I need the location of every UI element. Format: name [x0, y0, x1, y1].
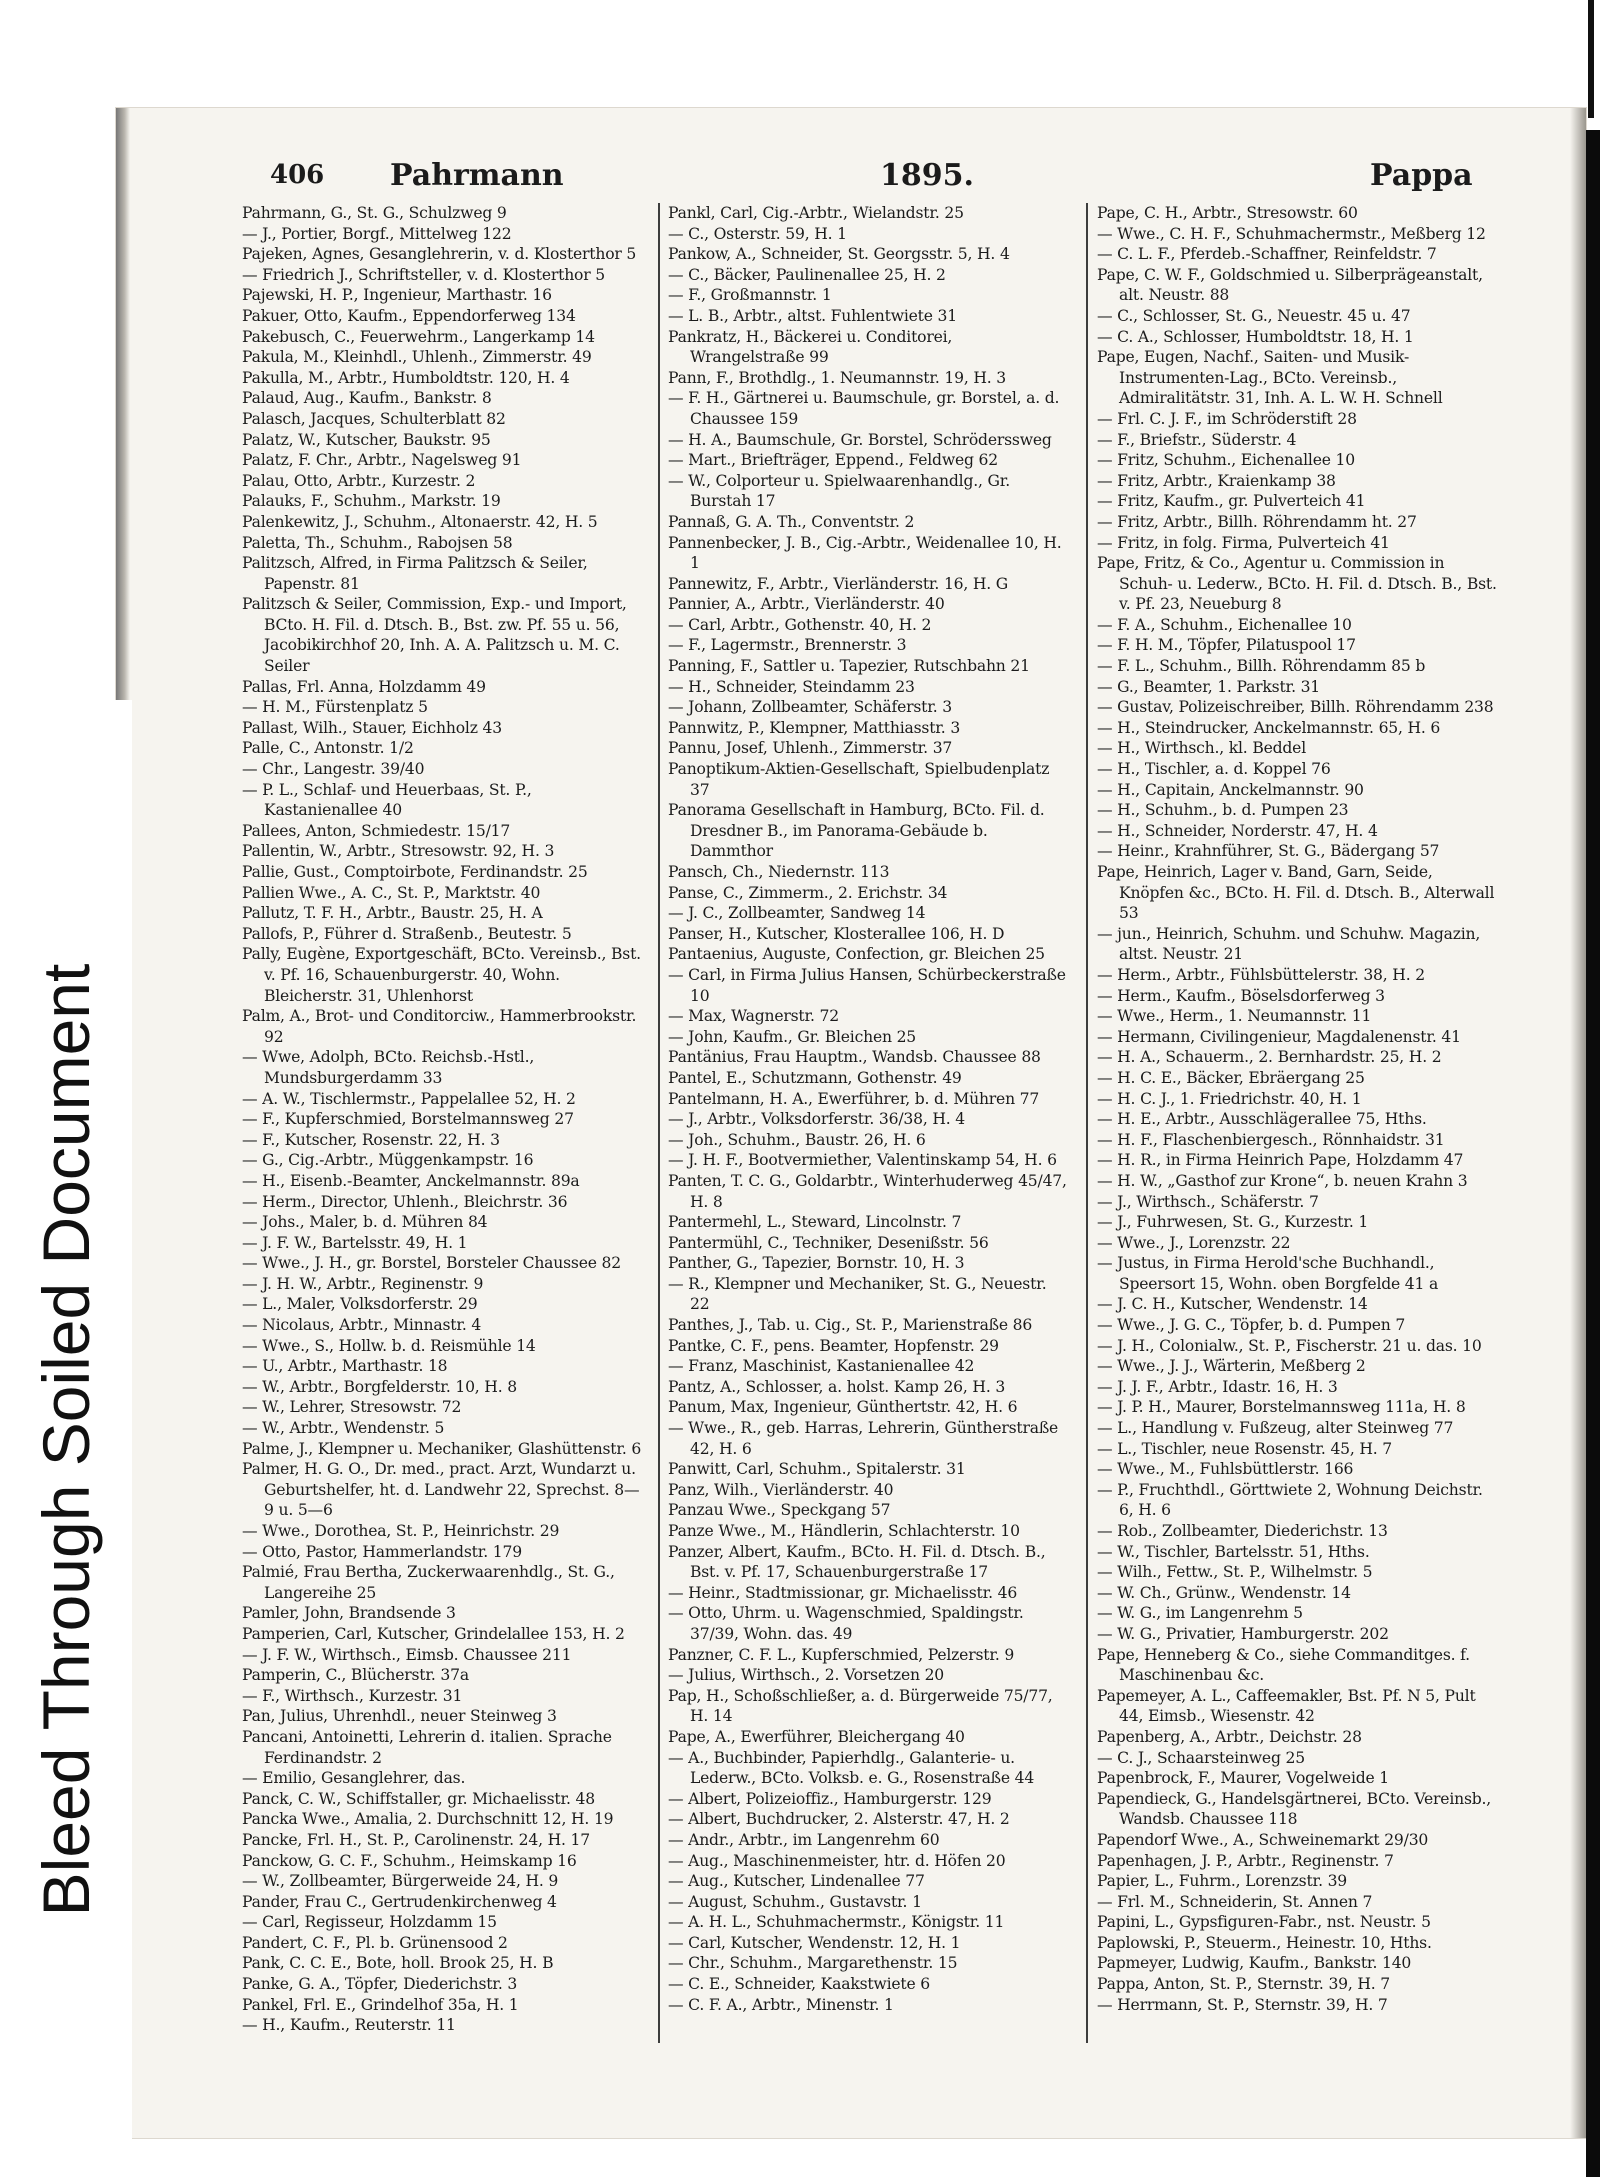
- directory-entry: Pantke, C. F., pens. Beamter, Hopfenstr. 29: [668, 1336, 999, 1355]
- directory-entry: — C., Osterstr. 59, H. 1: [668, 224, 847, 243]
- directory-entry: — H. A., Schauerm., 2. Bernhardstr. 25, H. 2: [1097, 1048, 1442, 1067]
- directory-entry: Pamperin, C., Blücherstr. 37a: [242, 1666, 469, 1685]
- directory-column-2: [668, 203, 1068, 2053]
- directory-entry: — Hermann, Civilingenieur, Magdalenenstr. 41: [1097, 1027, 1461, 1046]
- directory-entry: — H., Schneider, Norderstr. 47, H. 4: [1097, 821, 1378, 840]
- directory-entry: — Franz, Maschinist, Kastanienallee 42: [668, 1357, 975, 1376]
- directory-entry: — R., Klempner und Mechaniker, St. G., Neuestr. 22: [668, 1274, 1047, 1314]
- directory-entry: — Carl, Kutscher, Wendenstr. 12, H. 1: [668, 1933, 961, 1952]
- directory-entry: — Julius, Wirthsch., 2. Vorsetzen 20: [668, 1666, 945, 1685]
- directory-entry: — C. L. F., Pferdeb.-Schaffner, Reinfeldstr. 7: [1097, 245, 1437, 264]
- directory-entry: Pakuer, Otto, Kaufm., Eppendorferweg 134: [242, 306, 576, 325]
- directory-entry: — H., Capitain, Anckelmannstr. 90: [1097, 780, 1364, 799]
- directory-entry: — J. H., Colonialw., St. P., Fischerstr. 21 u. das. 10: [1097, 1336, 1482, 1355]
- directory-entry: Pajeken, Agnes, Gesanglehrerin, v. d. Klosterthor 5: [242, 245, 637, 264]
- directory-entry: — Heinr., Krahnführer, St. G., Bädergang 57: [1097, 842, 1440, 861]
- directory-entry: Panzer, Albert, Kaufm., BCto. H. Fil. d. Dtsch. B., Bst. v. Pf. 17, Schauenburgerstraße 17: [668, 1542, 1046, 1582]
- directory-entry: Palatz, F. Chr., Arbtr., Nagelsweg 91: [242, 451, 522, 470]
- directory-entry: — Wwe., S., Hollw. b. d. Reismühle 14: [242, 1336, 536, 1355]
- directory-entry: Pander, Frau C., Gertrudenkirchenweg 4: [242, 1892, 557, 1911]
- running-header: [270, 158, 1520, 198]
- column-divider: [658, 203, 660, 2043]
- directory-entry: Panke, G. A., Töpfer, Diederichstr. 3: [242, 1975, 518, 1994]
- directory-entry: Pannenbecker, J. B., Cig.-Arbtr., Weidenallee 10, H. 1: [668, 533, 1062, 573]
- directory-entry: Pamler, John, Brandsende 3: [242, 1604, 456, 1623]
- directory-entry: — F., Kutscher, Rosenstr. 22, H. 3: [242, 1130, 500, 1149]
- directory-entry: — Wwe, Adolph, BCto. Reichsb.-Hstl., Mundsburgerdamm 33: [242, 1048, 535, 1087]
- directory-entry: Panzner, C. F. L., Kupferschmied, Pelzerstr. 9: [668, 1645, 1015, 1664]
- directory-entry: Pape, Heinrich, Lager v. Band, Garn, Seide, Knöpfen &c., BCto. H. Fil. d. Dtsch. B., Alterwall 53: [1097, 863, 1495, 923]
- directory-entry: — W., Zollbeamter, Bürgerweide 24, H. 9: [242, 1872, 559, 1891]
- directory-entry: — Wwe., C. H. F., Schuhmachermstr., Meßberg 12: [1097, 224, 1486, 243]
- directory-entry: — John, Kaufm., Gr. Bleichen 25: [668, 1027, 917, 1046]
- directory-entry: — H., Tischler, a. d. Koppel 76: [1097, 760, 1331, 779]
- directory-entry: — Fritz, Arbtr., Kraienkamp 38: [1097, 471, 1336, 490]
- directory-entry: — Mart., Briefträger, Eppend., Feldweg 62: [668, 451, 998, 470]
- page-edge-shadow: [1570, 108, 1586, 2138]
- directory-entry: Papenbrock, F., Maurer, Vogelweide 1: [1097, 1769, 1390, 1788]
- directory-entry: — H. W., „Gasthof zur Krone“, b. neuen Krahn 3: [1097, 1171, 1468, 1190]
- scan-frame-corner: [1548, 0, 1594, 118]
- directory-entry: Panckow, G. C. F., Schuhm., Heimskamp 16: [242, 1851, 577, 1870]
- directory-entry: — Wilh., Fettw., St. P., Wilhelmstr. 5: [1097, 1563, 1373, 1582]
- directory-entry: — Fritz, in folg. Firma, Pulverteich 41: [1097, 533, 1390, 552]
- directory-entry: Pankratz, H., Bäckerei u. Conditorei, Wrangelstraße 99: [668, 327, 953, 367]
- directory-entry: Pape, Fritz, & Co., Agentur u. Commission in Schuh- u. Lederw., BCto. H. Fil. d. Dtsch. B., Bst. v. Pf. 23, Neueburg 8: [1097, 554, 1497, 614]
- directory-entry: — J. C. H., Kutscher, Wendenstr. 14: [1097, 1295, 1368, 1314]
- directory-entry: — Frl. M., Schneiderin, St. Annen 7: [1097, 1892, 1373, 1911]
- directory-entry: Pankel, Frl. E., Grindelhof 35a, H. 1: [242, 1995, 519, 2014]
- directory-entry: — L., Tischler, neue Rosenstr. 45, H. 7: [1097, 1439, 1393, 1458]
- directory-entry: — F., Wirthsch., Kurzestr. 31: [242, 1686, 463, 1705]
- directory-entry: — Albert, Polizeioffiz., Hamburgerstr. 129: [668, 1789, 992, 1808]
- directory-entry: — F. L., Schuhm., Billh. Röhrendamm 85 b: [1097, 657, 1426, 676]
- directory-entry: Pally, Eugène, Exportgeschäft, BCto. Vereinsb., Bst. v. Pf. 16, Schauenburgerstr. 40, Wohn. Bleicherstr. 31, Uhlenhorst: [242, 945, 641, 1005]
- directory-entry: Pallast, Wilh., Stauer, Eichholz 43: [242, 718, 502, 737]
- directory-entry: — C. F. A., Arbtr., Minenstr. 1: [668, 1995, 894, 2014]
- directory-entry: — Wwe., Herm., 1. Neumannstr. 11: [1097, 1007, 1372, 1026]
- column-divider: [1086, 203, 1088, 2043]
- directory-entry: Papier, L., Fuhrm., Lorenzstr. 39: [1097, 1872, 1348, 1891]
- directory-entry: Panthes, J., Tab. u. Cig., St. P., Marienstraße 86: [668, 1316, 1033, 1335]
- directory-entry: — W., Arbtr., Borgfelderstr. 10, H. 8: [242, 1377, 517, 1396]
- directory-entry: — Chr., Langestr. 39/40: [242, 760, 425, 779]
- directory-entry: Pallien Wwe., A. C., St. P., Marktstr. 40: [242, 883, 541, 902]
- directory-entry: — H. C. J., 1. Friedrichstr. 40, H. 1: [1097, 1089, 1362, 1108]
- directory-entry: Palenkewitz, J., Schuhm., Altonaerstr. 42, H. 5: [242, 512, 598, 531]
- directory-entry: — J. C., Zollbeamter, Sandweg 14: [668, 904, 926, 923]
- directory-entry: — L., Maler, Volksdorferstr. 29: [242, 1295, 478, 1314]
- directory-entry: Palitzsch, Alfred, in Firma Palitzsch & Seiler, Papenstr. 81: [242, 554, 588, 593]
- directory-entry: — Wwe., J., Lorenzstr. 22: [1097, 1233, 1291, 1252]
- directory-entry: — J., Wirthsch., Schäferstr. 7: [1097, 1192, 1319, 1211]
- directory-entry: Pancka Wwe., Amalia, 2. Durchschnitt 12, H. 19: [242, 1810, 614, 1829]
- directory-entry: — A., Buchbinder, Papierhdlg., Galanterie- u. Lederw., BCto. Volksb. e. G., Rosenstraße 44: [668, 1748, 1035, 1788]
- directory-entry: Pallofs, P., Führer d. Straßenb., Beutestr. 5: [242, 924, 572, 943]
- directory-entry: Papendorf Wwe., A., Schweinemarkt 29/30: [1097, 1830, 1429, 1849]
- directory-entry: — August, Schuhm., Gustavstr. 1: [668, 1892, 922, 1911]
- directory-entry: — J. H. W., Arbtr., Reginenstr. 9: [242, 1274, 484, 1293]
- directory-entry: — J. F. W., Bartelsstr. 49, H. 1: [242, 1233, 468, 1252]
- directory-entry: — F., Lagermstr., Brennerstr. 3: [668, 636, 907, 655]
- directory-entry: — Heinr., Stadtmissionar, gr. Michaelisstr. 46: [668, 1583, 1018, 1602]
- directory-entry: Pannier, A., Arbtr., Vierländerstr. 40: [668, 595, 945, 614]
- directory-entry: Pamperien, Carl, Kutscher, Grindelallee 153, H. 2: [242, 1624, 625, 1643]
- directory-entry: — C., Schlosser, St. G., Neuestr. 45 u. 47: [1097, 306, 1411, 325]
- directory-entry: Papmeyer, Ludwig, Kaufm., Bankstr. 140: [1097, 1954, 1412, 1973]
- directory-entry: Pahrmann, G., St. G., Schulzweg 9: [242, 204, 507, 222]
- directory-entry: Paplowski, P., Steuerm., Heinestr. 10, Hths.: [1097, 1933, 1432, 1952]
- directory-entry: — W., Colporteur u. Spielwaarenhandlg., Gr. Burstah 17: [668, 471, 1011, 511]
- directory-entry: — C. E., Schneider, Kaakstwiete 6: [668, 1975, 930, 1994]
- directory-entry: Panser, H., Kutscher, Klosterallee 106, H. D: [668, 924, 1005, 943]
- directory-entry: — H., Wirthsch., kl. Beddel: [1097, 739, 1306, 758]
- directory-entry: — Aug., Maschinenmeister, htr. d. Höfen 20: [668, 1851, 1006, 1870]
- directory-entry: — F., Kupferschmied, Borstelmannsweg 27: [242, 1110, 574, 1129]
- directory-entry: — A. H. L., Schuhmachermstr., Königstr. 11: [668, 1913, 1005, 1932]
- directory-entry: Pappa, Anton, St. P., Sternstr. 39, H. 7: [1097, 1975, 1391, 1994]
- directory-entry: — W. Ch., Grünw., Wendenstr. 14: [1097, 1583, 1351, 1602]
- directory-entry: Panoptikum-Aktien-Gesellschaft, Spielbudenplatz 37: [668, 760, 1050, 799]
- directory-entry: Panze Wwe., M., Händlerin, Schlachterstr. 10: [668, 1522, 1020, 1540]
- directory-entry: — Herm., Arbtr., Fühlsbüttelerstr. 38, H. 2: [1097, 965, 1425, 984]
- directory-entry: Pannu, Josef, Uhlenh., Zimmerstr. 37: [668, 739, 953, 758]
- directory-entry: Pancke, Frl. H., St. P., Carolinenstr. 24, H. 17: [242, 1830, 590, 1849]
- directory-entry: Pantänius, Frau Hauptm., Wandsb. Chaussee 88: [668, 1048, 1041, 1067]
- directory-entry: Pantermehl, L., Steward, Lincolnstr. 7: [668, 1213, 962, 1232]
- directory-entry: — G., Beamter, 1. Parkstr. 31: [1097, 677, 1321, 696]
- directory-entry: Palitzsch & Seiler, Commission, Exp.- und Import, BCto. H. Fil. d. Dtsch. B., Bst. zw. Pf. 55 u. 56, Jacobikirchhof 20, Inh. A. A. Palitzsch u. M. C. Seiler: [242, 595, 627, 676]
- directory-entry: — Carl, Regisseur, Holzdamm 15: [242, 1913, 497, 1932]
- directory-entry: Palauks, F., Schuhm., Markstr. 19: [242, 492, 501, 511]
- directory-entry: Pannewitz, F., Arbtr., Vierländerstr. 16, H. G: [668, 574, 1009, 593]
- directory-entry: — C. A., Schlosser, Humboldtstr. 18, H. 1: [1097, 327, 1414, 346]
- directory-entry: — F. A., Schuhm., Eichenallee 10: [1097, 615, 1352, 634]
- directory-entry: — C. J., Schaarsteinweg 25: [1097, 1748, 1305, 1767]
- directory-entry: — L. B., Arbtr., altst. Fuhlentwiete 31: [668, 306, 957, 325]
- directory-entry: — Herrmann, St. P., Sternstr. 39, H. 7: [1097, 1995, 1388, 2014]
- directory-entry: — Nicolaus, Arbtr., Minnastr. 4: [242, 1316, 482, 1335]
- directory-entry: — H., Schuhm., b. d. Pumpen 23: [1097, 801, 1349, 820]
- directory-entry: Palmer, H. G. O., Dr. med., pract. Arzt, Wundarzt u. Geburtshelfer, ht. d. Landwehr 22, Sprechst. 8—9 u. 5—6: [242, 1460, 640, 1520]
- directory-entry: — Friedrich J., Schriftsteller, v. d. Klosterthor 5: [242, 265, 605, 284]
- directory-entry: Palaud, Aug., Kaufm., Bankstr. 8: [242, 389, 492, 408]
- directory-entry: — Otto, Pastor, Hammerlandstr. 179: [242, 1542, 522, 1561]
- directory-entry: Pantz, A., Schlosser, a. holst. Kamp 26, H. 3: [668, 1377, 1006, 1396]
- directory-entry: — U., Arbtr., Marthastr. 18: [242, 1357, 448, 1376]
- directory-entry: — F. H. M., Töpfer, Pilatuspool 17: [1097, 636, 1356, 655]
- directory-entry: — J. J. F., Arbtr., Idastr. 16, H. 3: [1097, 1377, 1338, 1396]
- bleed-through-notice-text: Bleed Through Soiled Document: [29, 963, 103, 1917]
- directory-entry: — A. W., Tischlermstr., Pappelallee 52, H. 2: [242, 1089, 576, 1108]
- directory-entry: — Andr., Arbtr., im Langenrehm 60: [668, 1830, 940, 1849]
- directory-entry: — Chr., Schuhm., Margarethenstr. 15: [668, 1954, 958, 1973]
- directory-entry: — Frl. C. J. F., im Schröderstift 28: [1097, 409, 1357, 428]
- directory-entry: — H. A., Baumschule, Gr. Borstel, Schröderssweg: [668, 430, 1052, 449]
- directory-entry: — H. R., in Firma Heinrich Pape, Holzdamm 47: [1097, 1151, 1464, 1170]
- directory-entry: Panorama Gesellschaft in Hamburg, BCto. Fil. d. Dresdner B., im Panorama-Gebäude b. Dammthor: [668, 801, 1045, 861]
- directory-entry: Panwitt, Carl, Schuhm., Spitalerstr. 31: [668, 1460, 966, 1479]
- scan-black-border: [1586, 130, 1600, 2177]
- directory-entry: — H. C. E., Bäcker, Ebräergang 25: [1097, 1068, 1365, 1087]
- directory-entry: — Herm., Kaufm., Böselsdorferweg 3: [1097, 986, 1385, 1005]
- directory-entry: Panther, G., Tapezier, Bornstr. 10, H. 3: [668, 1254, 965, 1273]
- page-number: 406: [270, 160, 325, 190]
- directory-entry: Pankl, Carl, Cig.-Arbtr., Wielandstr. 25: [668, 204, 964, 222]
- directory-entry: Pakebusch, C., Feuerwehrm., Langerkamp 14: [242, 327, 595, 346]
- header-first-name: Pahrmann: [390, 158, 564, 193]
- directory-entry: Palme, J., Klempner u. Mechaniker, Glashüttenstr. 6: [242, 1439, 642, 1458]
- directory-entry: Panning, F., Sattler u. Tapezier, Rutschbahn 21: [668, 657, 1030, 676]
- directory-entry: Pallie, Gust., Comptoirbote, Ferdinandstr. 25: [242, 863, 588, 881]
- directory-entry: Paletta, Th., Schuhm., Rabojsen 58: [242, 533, 513, 552]
- directory-entry: — J., Arbtr., Volksdorferstr. 36/38, H. 4: [668, 1110, 965, 1129]
- directory-entry: Papini, L., Gypsfiguren-Fabr., nst. Neustr. 5: [1097, 1913, 1431, 1932]
- directory-entry: Panse, C., Zimmerm., 2. Erichstr. 34: [668, 883, 948, 902]
- directory-entry: — W., Tischler, Bartelsstr. 51, Hths.: [1097, 1542, 1370, 1561]
- directory-entry: Pantel, E., Schutzmann, Gothenstr. 49: [668, 1068, 962, 1087]
- directory-entry: Papendieck, G., Handelsgärtnerei, BCto. Vereinsb., Wandsb. Chaussee 118: [1097, 1789, 1492, 1829]
- directory-entry: — Fritz, Arbtr., Billh. Röhrendamm ht. 27: [1097, 512, 1417, 531]
- directory-entry: — Fritz, Schuhm., Eichenallee 10: [1097, 451, 1355, 470]
- directory-entry: Pannwitz, P., Klempner, Matthiasstr. 3: [668, 718, 961, 737]
- directory-entry: Palle, C., Antonstr. 1/2: [242, 739, 414, 758]
- directory-entry: — W. G., im Langenrehm 5: [1097, 1604, 1303, 1623]
- directory-entry: — Gustav, Polizeischreiber, Billh. Röhrendamm 238: [1097, 698, 1494, 717]
- directory-entry: Pankow, A., Schneider, St. Georgsstr. 5, H. 4: [668, 245, 1010, 264]
- directory-entry: — F., Briefstr., Süderstr. 4: [1097, 430, 1297, 449]
- directory-entry: — Joh., Schuhm., Baustr. 26, H. 6: [668, 1130, 926, 1149]
- directory-entry: Panz, Wilh., Vierländerstr. 40: [668, 1480, 894, 1499]
- directory-entry: — L., Handlung v. Fußzeug, alter Steinweg 77: [1097, 1419, 1454, 1438]
- directory-entry: — Wwe., J. J., Wärterin, Meßberg 2: [1097, 1357, 1366, 1376]
- directory-entry: — Justus, in Firma Herold'sche Buchhandl., Speersort 15, Wohn. oben Borgfelde 41 a: [1097, 1254, 1439, 1293]
- directory-entry: Pantermühl, C., Techniker, Desenißstr. 56: [668, 1233, 989, 1252]
- bleed-through-notice: [0, 700, 132, 2180]
- directory-entry: Pancani, Antoinetti, Lehrerin d. italien. Sprache Ferdinandstr. 2: [242, 1727, 612, 1767]
- directory-entry: — G., Cig.-Arbtr., Müggenkampstr. 16: [242, 1151, 534, 1170]
- directory-entry: Palmié, Frau Bertha, Zuckerwaarenhdlg., St. G., Langereihe 25: [242, 1563, 615, 1602]
- directory-entry: — W., Lehrer, Stresowstr. 72: [242, 1398, 462, 1417]
- directory-entry: — Wwe., R., geb. Harras, Lehrerin, Güntherstraße 42, H. 6: [668, 1419, 1059, 1458]
- directory-entry: — H., Eisenb.-Beamter, Anckelmannstr. 89a: [242, 1171, 580, 1190]
- directory-column-1: [242, 203, 642, 2053]
- directory-entry: — Albert, Buchdrucker, 2. Alsterstr. 47, H. 2: [668, 1810, 1010, 1829]
- directory-entry: — P., Fruchthdl., Görttwiete 2, Wohnung Deichstr. 6, H. 6: [1097, 1480, 1483, 1520]
- directory-entry: Pandert, C. F., Pl. b. Grünensood 2: [242, 1933, 508, 1952]
- directory-entry: — J., Portier, Borgf., Mittelweg 122: [242, 224, 512, 243]
- directory-entry: Pallentin, W., Arbtr., Stresowstr. 92, H. 3: [242, 842, 555, 861]
- directory-entry: Papenberg, A., Arbtr., Deichstr. 28: [1097, 1727, 1362, 1746]
- directory-entry: Pajewski, H. P., Ingenieur, Marthastr. 16: [242, 286, 552, 305]
- directory-entry: Palasch, Jacques, Schulterblatt 82: [242, 409, 506, 428]
- directory-entry: Pape, Henneberg & Co., siehe Commanditges. f. Maschinenbau &c.: [1097, 1645, 1470, 1685]
- directory-entry: Panck, C. W., Schiffstaller, gr. Michaelisstr. 48: [242, 1789, 595, 1808]
- directory-entry: — H. E., Arbtr., Ausschlägerallee 75, Hths.: [1097, 1110, 1427, 1129]
- directory-entry: — jun., Heinrich, Schuhm. und Schuhw. Magazin, altst. Neustr. 21: [1097, 924, 1481, 964]
- directory-entry: — Rob., Zollbeamter, Diederichstr. 13: [1097, 1522, 1388, 1540]
- directory-entry: — Fritz, Kaufm., gr. Pulverteich 41: [1097, 492, 1366, 511]
- directory-entry: Pank, C. C. E., Bote, holl. Brook 25, H. B: [242, 1954, 554, 1973]
- directory-entry: — Wwe., Dorothea, St. P., Heinrichstr. 29: [242, 1522, 560, 1540]
- directory-entry: Pan, Julius, Uhrenhdl., neuer Steinweg 3: [242, 1707, 557, 1726]
- directory-entry: — Max, Wagnerstr. 72: [668, 1007, 839, 1026]
- directory-entry: — F., Großmannstr. 1: [668, 286, 832, 305]
- directory-entry: — Johann, Zollbeamter, Schäferstr. 3: [668, 698, 953, 717]
- directory-entry: — Wwe., J. G. C., Töpfer, b. d. Pumpen 7: [1097, 1316, 1406, 1335]
- directory-entry: Pantaenius, Auguste, Confection, gr. Bleichen 25: [668, 945, 1045, 964]
- directory-entry: — C., Bäcker, Paulinenallee 25, H. 2: [668, 265, 946, 284]
- directory-entry: Pape, Eugen, Nachf., Saiten- und Musik-Instrumenten-Lag., BCto. Vereinsb., Admiralitätstr. 31, Inh. A. L. W. H. Schnell: [1097, 348, 1443, 408]
- directory-entry: Pansch, Ch., Niedernstr. 113: [668, 863, 890, 881]
- directory-entry: Pallutz, T. F. H., Arbtr., Baustr. 25, H. A: [242, 904, 543, 923]
- directory-entry: — Wwe., M., Fuhlsbüttlerstr. 166: [1097, 1460, 1354, 1479]
- directory-entry: Pantelmann, H. A., Ewerführer, b. d. Mühren 77: [668, 1089, 1040, 1108]
- directory-entry: Pape, C. W. F., Goldschmied u. Silberprägeanstalt, alt. Neustr. 88: [1097, 265, 1483, 305]
- directory-entry: — Aug., Kutscher, Lindenallee 77: [668, 1872, 925, 1891]
- directory-entry: — H., Steindrucker, Anckelmannstr. 65, H. 6: [1097, 718, 1441, 737]
- directory-entry: — Wwe., J. H., gr. Borstel, Borsteler Chaussee 82: [242, 1254, 621, 1273]
- directory-entry: Palau, Otto, Arbtr., Kurzestr. 2: [242, 471, 476, 490]
- directory-entry: — J. F. W., Wirthsch., Eimsb. Chaussee 211: [242, 1645, 572, 1664]
- directory-entry: — H. F., Flaschenbiergesch., Rönnhaidstr. 31: [1097, 1130, 1445, 1149]
- directory-entry: Pann, F., Brothdlg., 1. Neumannstr. 19, H. 3: [668, 368, 1007, 387]
- directory-entry: — Carl, in Firma Julius Hansen, Schürbeckerstraße 10: [668, 965, 1066, 1005]
- directory-entry: — W., Arbtr., Wendenstr. 5: [242, 1419, 445, 1438]
- directory-entry: — Carl, Arbtr., Gothenstr. 40, H. 2: [668, 615, 932, 634]
- directory-entry: — H., Schneider, Steindamm 23: [668, 677, 915, 696]
- directory-entry: Pannaß, G. A. Th., Conventstr. 2: [668, 512, 915, 531]
- header-last-name: Pappa: [1370, 158, 1473, 193]
- directory-entry: Pape, C. H., Arbtr., Stresowstr. 60: [1097, 204, 1358, 222]
- directory-entry: Pallas, Frl. Anna, Holzdamm 49: [242, 677, 486, 696]
- directory-entry: Papemeyer, A. L., Caffeemakler, Bst. Pf. N 5, Pult 44, Eimsb., Wiesenstr. 42: [1097, 1686, 1476, 1726]
- directory-column-3: [1097, 203, 1497, 2053]
- directory-entry: Pakulla, M., Arbtr., Humboldtstr. 120, H. 4: [242, 368, 570, 387]
- directory-entry: Panzau Wwe., Speckgang 57: [668, 1501, 891, 1520]
- directory-entry: — J., Fuhrwesen, St. G., Kurzestr. 1: [1097, 1213, 1369, 1232]
- directory-entry: — H. M., Fürstenplatz 5: [242, 698, 428, 717]
- directory-entry: — Emilio, Gesanglehrer, das.: [242, 1769, 466, 1788]
- directory-entry: — Otto, Uhrm. u. Wagenschmied, Spaldingstr. 37/39, Wohn. das. 49: [668, 1604, 1024, 1643]
- directory-entry: — Johs., Maler, b. d. Mühren 84: [242, 1213, 488, 1232]
- directory-entry: Panten, T. C. G., Goldarbtr., Winterhuderweg 45/47, H. 8: [668, 1171, 1067, 1211]
- directory-entry: — H., Kaufm., Reuterstr. 11: [242, 2016, 456, 2035]
- directory-entry: Pap, H., Schoßschließer, a. d. Bürgerweide 75/77, H. 14: [668, 1686, 1053, 1726]
- directory-entry: Pallees, Anton, Schmiedestr. 15/17: [242, 821, 511, 840]
- directory-entry: — W. G., Privatier, Hamburgerstr. 202: [1097, 1624, 1389, 1643]
- directory-entry: — P. L., Schlaf- und Heuerbaas, St. P., Kastanienallee 40: [242, 780, 532, 820]
- directory-entry: — J. H. F., Bootvermiether, Valentinskamp 54, H. 6: [668, 1151, 1057, 1170]
- directory-entry: Panum, Max, Ingenieur, Günthertstr. 42, H. 6: [668, 1398, 1018, 1417]
- directory-entry: Pape, A., Ewerführer, Bleichergang 40: [668, 1727, 965, 1746]
- directory-entry: Palatz, W., Kutscher, Baukstr. 95: [242, 430, 491, 449]
- directory-entry: Pakula, M., Kleinhdl., Uhlenh., Zimmerstr. 49: [242, 348, 592, 367]
- directory-entry: Palm, A., Brot- und Conditorciw., Hammerbrookstr. 92: [242, 1007, 637, 1046]
- directory-entry: Papenhagen, J. P., Arbtr., Reginenstr. 7: [1097, 1851, 1394, 1870]
- directory-entry: — F. H., Gärtnerei u. Baumschule, gr. Borstel, a. d. Chaussee 159: [668, 389, 1060, 428]
- header-year: 1895.: [880, 158, 974, 193]
- directory-entry: — Herm., Director, Uhlenh., Bleichrstr. 36: [242, 1192, 568, 1211]
- directory-entry: — J. P. H., Maurer, Borstelmannsweg 111a, H. 8: [1097, 1398, 1466, 1417]
